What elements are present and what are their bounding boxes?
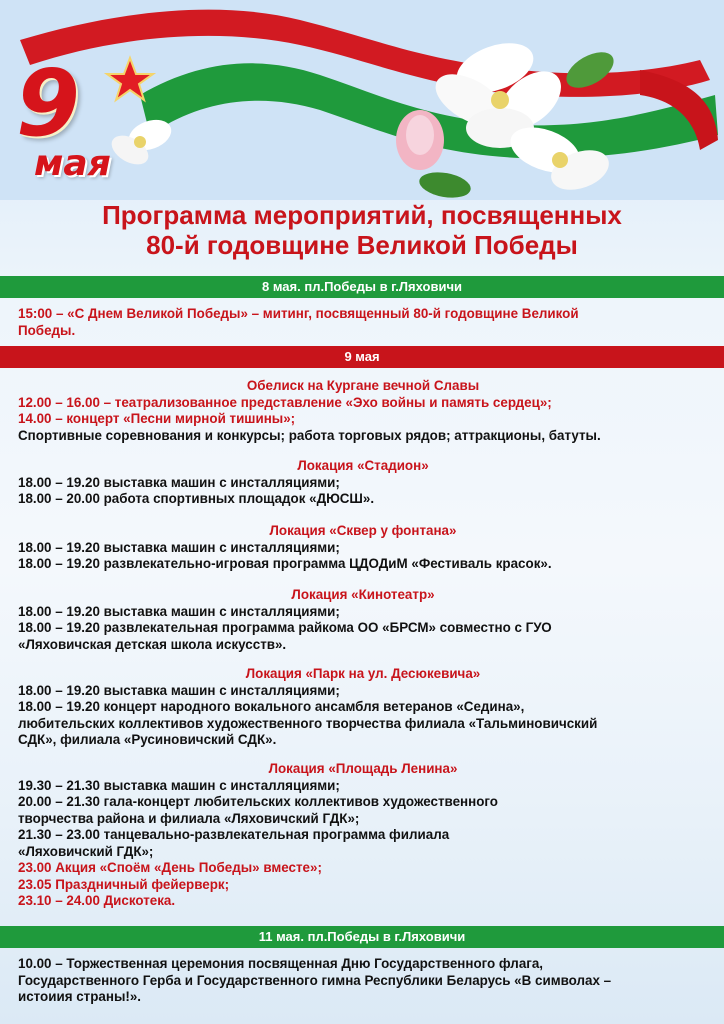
may8-block xyxy=(18,306,708,339)
schedule-line: 18.00 – 20.00 работа спортивных площадок «ДЮСШ». xyxy=(18,491,375,506)
may8-line: Победы. xyxy=(18,322,76,338)
section-heading: Локация «Сквер у фонтана» xyxy=(269,523,457,538)
schedule-line: 18.00 – 19.20 выставка машин с инсталляциями; xyxy=(18,474,340,490)
schedule-line: 18.00 – 19.20 развлекательно-игровая программа ЦДОДиМ «Фестиваль красок». xyxy=(18,556,552,571)
cinema-section xyxy=(18,587,708,653)
hero-month: мая xyxy=(34,143,111,184)
schedule-line: 18.00 – 19.20 выставка машин с инсталляциями; xyxy=(18,539,340,555)
stadium-section xyxy=(18,458,708,508)
schedule-line: 14.00 – концерт «Песни мирной тишины»; xyxy=(18,411,296,426)
schedule-line: 21.30 – 23.00 танцевально-развлекательная программа филиала xyxy=(18,827,450,842)
section-heading: Обелиск на Кургане вечной Славы xyxy=(246,378,480,393)
schedule-line: «Ляховичский ГДК»; xyxy=(18,843,154,859)
may8-band: 8 мая. пл.Победы в г.Ляховичи xyxy=(0,276,724,298)
page-title xyxy=(0,200,724,260)
schedule-line: 10.00 – Торжественная церемония посвященная Дню Государственного флага, xyxy=(18,956,544,971)
schedule-line: 20.00 – 21.30 гала-концерт любительских коллективов художественного xyxy=(18,794,498,809)
obelisk-section xyxy=(18,378,708,444)
schedule-line: 23.05 Праздничный фейерверк; xyxy=(18,876,230,892)
schedule-line: любительских коллективов художественного творчества филиала «Тальминовичский xyxy=(18,715,598,731)
schedule-line: 23.00 Акция «Споём «День Победы» вместе»; xyxy=(18,860,322,875)
title-line-1: Программа мероприятий, посвященных xyxy=(102,200,622,230)
schedule-line: СДК», филиала «Русиновичский СДК». xyxy=(18,732,277,747)
schedule-line: 19.30 – 21.30 выставка машин с инсталляциями; xyxy=(18,777,340,793)
may11-band: 11 мая. пл.Победы в г.Ляховичи xyxy=(0,926,724,948)
section-heading: Локация «Площадь Ленина» xyxy=(268,761,458,776)
schedule-line: 18.00 – 19.20 концерт народного вокального ансамбля ветеранов «Седина», xyxy=(18,699,525,714)
schedule-line: 18.00 – 19.20 выставка машин с инсталляциями; xyxy=(18,682,340,698)
schedule-line: 18.00 – 19.20 выставка машин с инсталляциями; xyxy=(18,603,340,619)
schedule-line: «Ляховичская детская школа искусств». xyxy=(18,636,287,652)
may8-line: 15:00 – «С Днем Великой Победы» – митинг, посвященный 80-й годовщине Великой xyxy=(18,306,579,321)
schedule-line: 12.00 – 16.00 – театрализованное представление «Эхо войны и память сердец»; xyxy=(18,394,552,410)
schedule-line: истоиия страны!». xyxy=(18,989,142,1004)
schedule-line: 23.10 – 24.00 Дискотека. xyxy=(18,893,176,908)
schedule-line: Спортивные соревнования и конкурсы; работа торговых рядов; аттракционы, батуты. xyxy=(18,427,601,443)
section-heading: Локация «Парк на ул. Десюкевича» xyxy=(245,666,481,681)
schedule-line: 18.00 – 19.20 развлекательная программа райкома ОО «БРСМ» совместно с ГУО xyxy=(18,620,552,635)
title-line-2: 80-й годовщине Великой Победы xyxy=(146,230,578,260)
section-heading: Локация «Стадион» xyxy=(297,458,429,473)
may11-block xyxy=(18,956,708,1006)
may9-band: 9 мая xyxy=(0,346,724,368)
park-section xyxy=(18,666,708,749)
section-heading: Локация «Кинотеатр» xyxy=(291,587,435,602)
hero-day-number: 9 xyxy=(16,50,81,157)
schedule-line: творчества района и филиала «Ляховичский ГДК»; xyxy=(18,810,360,826)
fountain-section xyxy=(18,523,708,573)
hero-banner xyxy=(0,0,724,200)
schedule-line: Государственного Герба и Государственного гимна Республики Беларусь «В символах – xyxy=(18,972,612,988)
lenin-square-section xyxy=(18,761,708,910)
